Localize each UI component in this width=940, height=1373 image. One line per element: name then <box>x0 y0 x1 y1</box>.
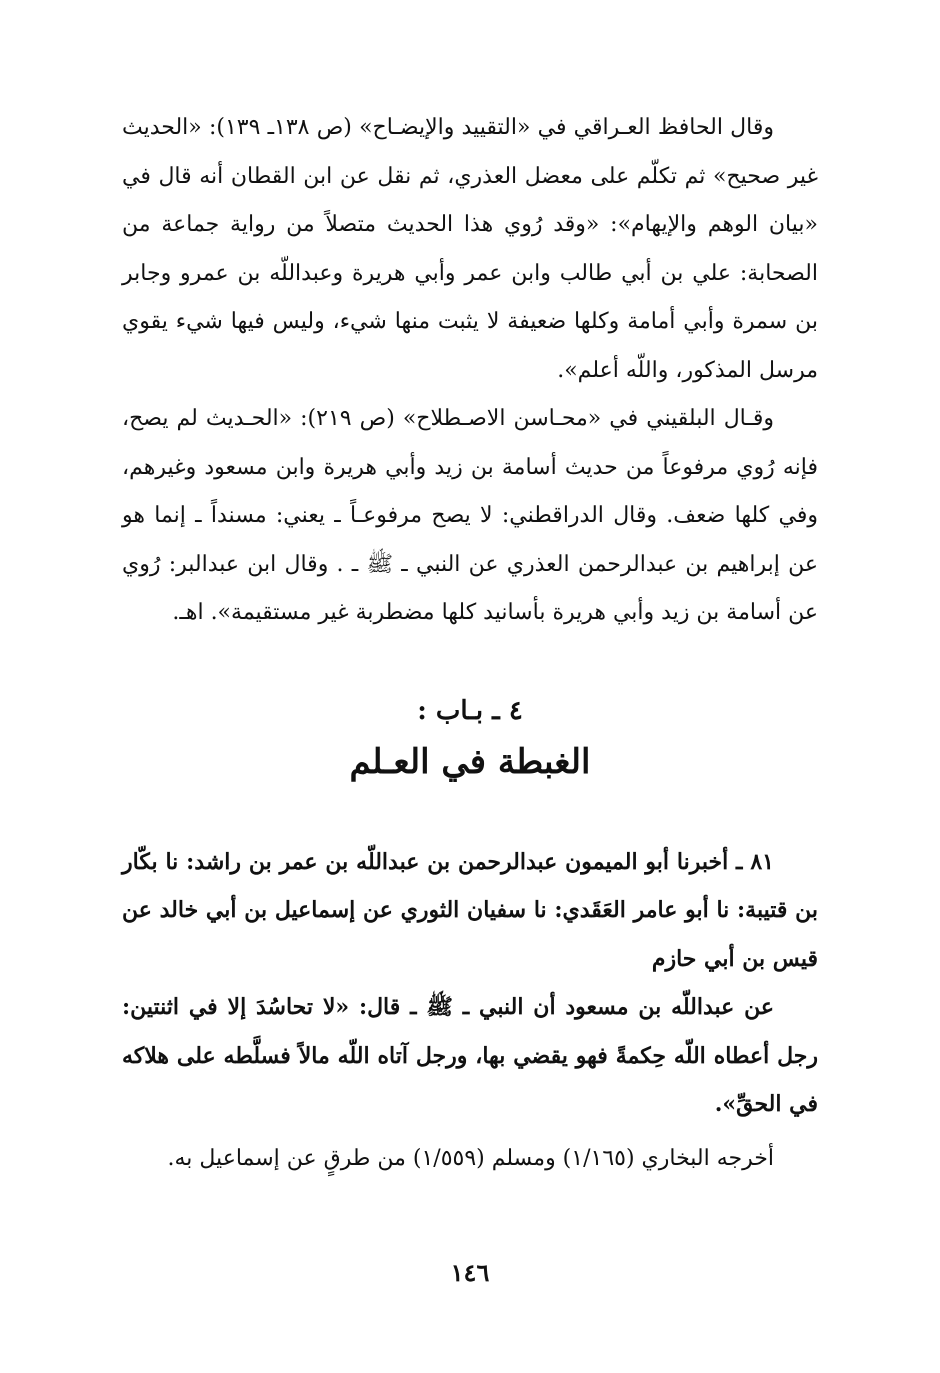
chapter-title: الغبطة في العـلم <box>349 741 591 782</box>
hadith-matn: عن عبداللّه بن مسعود أن النبي ـ ﷺ ـ قال: «لا تحاسُدَ إلا في اثنتين: رجل أعطاه اللّه حِكمةً فهو يقضي بها، ورجل آتاه اللّه مالاً فسلَّطه على هلاكه في الحقِّ». <box>122 994 818 1117</box>
paragraph-iraqi-quote: وقال الحافظ العـراقي في «التقييد والإيضـاح» (ص ١٣٨ـ ١٣٩): «الحديث غير صحيح» ثم تكلّم على معضل العذري، ثم نقل عن ابن القطان أنه قال في «بيان الوهم والإيهام»: «وقد رُوي هذا الحديث متصلاً من رواية جماعة من الصحابة: علي بن أبي طالب وابن عمر وأبي هريرة وعبداللّه بن عمرو وجابر بن سمرة وأبي أمامة وكلها ضعيفة لا يثبت منها شيء، وليس فيها شيء يقوي مرسل المذكور، واللّه أعلم». <box>122 115 818 383</box>
page-number: ١٤٦ <box>450 1258 490 1287</box>
section-spacer <box>122 638 818 686</box>
hadith-takhrij: أخرجه البخاري (١/١٦٥) ومسلم (١/٥٥٩) من طرقٍ عن إسماعيل به. <box>167 1145 774 1171</box>
paragraph-bulqini-quote: وقـال البلقيني في «محـاسن الاصـطلاح» (ص ٢١٩): «الحـديث لم يصح، فإنه رُوي مرفوعاً من حديث أسامة بن زيد وأبي هريرة وابن مسعود وغيرهم، وفي كلها ضعف. وقال الدراقطني: لا يصح مرفوعـاً ـ يعني: مسنداً ـ إنما هو عن إبراهيم بن عبدالرحمن العذري عن النبي ـ ﷺ ـ . وقال ابن عبدالبر: رُوي عن أسامة بن زيد وأبي هريرة بأسانيد كلها مضطربة غير مستقيمة». اهـ. <box>122 406 818 625</box>
hadith-isnad: ٨١ ـ أخبرنا أبو الميمون عبدالرحمن بن عبداللّه بن عمر بن راشد: نا بكّار بن قتيبة: نا أبو عامر العَقَدي: نا سفيان الثوري عن إسماعيل بن أبي خالد عن قيس بن أبي حازم <box>122 848 818 972</box>
chapter-number: ٤ ـ بـاب : <box>417 695 523 726</box>
